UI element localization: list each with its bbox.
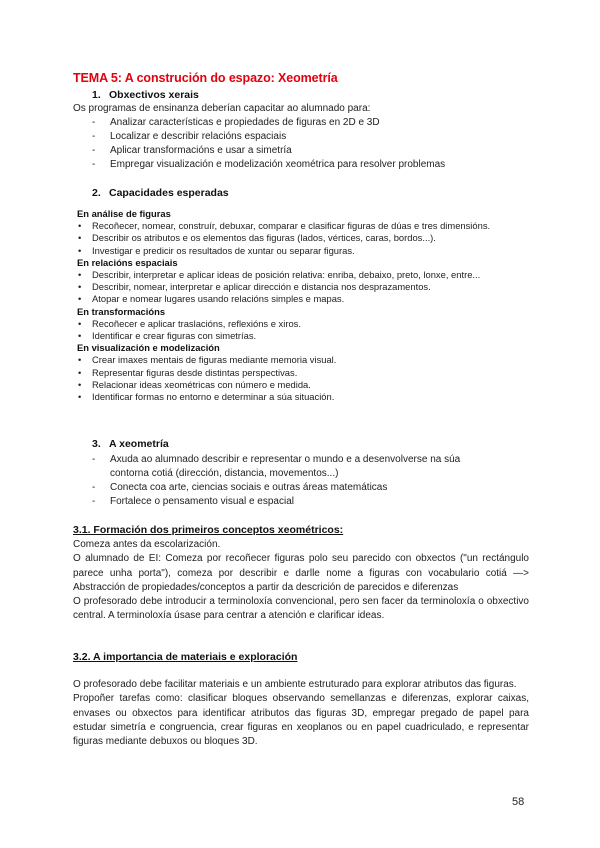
list-item: • Describir, nomear, interpretar e aplicar dirección e distancia nos desprazamentos. (78, 281, 431, 293)
list-item: • Atopar e nomear lugares usando relacións simples e mapas. (78, 293, 345, 305)
section-3-1-heading: 3.1. Formación dos primeiros conceptos xeométricos: (73, 524, 344, 536)
list-item: • Identificar e crear figuras con simetrías. (78, 330, 257, 342)
paragraph: Comeza antes da escolarización. (73, 539, 221, 550)
section-3-1-body (73, 538, 529, 624)
list-item: • Recoñecer e aplicar traslacións, reflexións e xiros. (78, 317, 301, 329)
list-item: • Identificar formas no entorno e determinar a súa situación. (78, 391, 335, 403)
section-3-2-body (73, 678, 529, 749)
paragraph: O profesorado debe introducir a terminoloxía convencional, pero sen facer da terminoloxía o obxectivo central. A terminoloxía úsase para centrar a atención e clarificar ideas. (73, 596, 529, 622)
document-page: TEMA 5: A construción do espazo: Xeometría 1. Obxectivos xerais Os programas de ensinanza deberían capacitar ao alumnado para: - Analizar características e propiedades de figuras en 2D e 3D - Localizar e describir relacións espaciais - Aplicar transformacións e usar a simetría - Empregar visualización e modelización xeométrica para resolver problemas 2. Capacidades esperadas En análise de figuras • Recoñecer, nomear, construír, debuxar, comparar e clasificar figuras de dúas e tres dimensións. • Describir os atributos e os elementos das figuras (lados, vértices, caras, bordos...). • Investigar e predicir os resultados de xuntar ou separar figuras. En relacións espaciais • Describir, interpretar e aplicar ideas de posición relativa: enriba, debaixo, preto, lonxe, entre... • Describir, nomear, interpretar e aplicar dirección e distancia nos desprazamentos. • Atopar e nomear lugares usando relacións simples e mapas. En transformacións • Recoñecer e aplicar traslacións, reflexións e xiros. • Identificar e crear figuras con simetrías. En visualización e modelización • Crear imaxes mentais de figuras mediante memoria visual. • Representar figuras desde distintas perspectivas. • Relacionar ideas xeométricas con número e medida. • Identificar formas no entorno e determinar a súa situación. 3. A xeometría - Axuda ao alumnado describir e representar o mundo e a desenvolverse na súa contorna cotiá (dirección, distancia, movementos...) - Conecta coa arte, ciencias sociais e outras áreas matemáticas - Fortalece o pensamento visual e espacial 3.1. Formación dos primeiros conceptos xeométricos: Comeza antes da escolarización. O alumnado de EI: Comeza por recoñecer figuras polo seu parecido con obxectos ("un rectángulo parece unha porta"), comeza por describir e darlle nome a figuras con vocabulario cotiá —> Abstracción de propiedades/conceptos a partir da descrición de parecidos e diferenzas O profesorado debe introducir a terminoloxía convencional, pero sen facer da terminoloxía o obxectivo central. A terminoloxía úsase para centrar a atención e clarificar ideas. 3.2. A importancia de materiais e exploración O profesorado debe facilitar materiais e un ambiente estruturado para explorar atributos das figuras. Propoñer tarefas como: clasificar bloques observando semellanzas e diferenzas, explorar caixas, envases ou obxectos para identificar atributos das figuras 3D, empregar pregado de papel para estudar simetría e congruencia, crear figuras en xeoplanos ou en papel cuadriculado, e representar figuras mediante debuxos ou bloques 3D. 58 (0, 0, 600, 848)
list-item: • Describir os atributos e os elementos das figuras (lados, vértices, caras, bordos...). (78, 232, 436, 244)
paragraph: O profesorado debe facilitar materiais e un ambiente estruturado para explorar atributos das figuras. (73, 679, 517, 690)
capability-group-title: En relacións espaciais (77, 256, 178, 268)
list-item: • Relacionar ideas xeométricas con número e medida. (78, 378, 311, 390)
capability-group-title: En visualización e modelización (77, 342, 220, 354)
capability-group-title: En transformacións (77, 305, 166, 317)
list-item: • Crear imaxes mentais de figuras mediante memoria visual. (78, 354, 337, 366)
list-item: • Describir, interpretar e aplicar ideas de posición relativa: enriba, debaixo, preto, lonxe, entre... (78, 269, 481, 281)
section-2-heading: 2. Capacidades esperadas (92, 187, 229, 199)
section-1-heading: 1. Obxectivos xerais (92, 89, 199, 101)
list-item: • Investigar e predicir os resultados de xuntar ou separar figuras. (78, 244, 355, 256)
section-3-heading: 3. A xeometría (92, 438, 169, 450)
list-item: • Recoñecer, nomear, construír, debuxar, comparar e clasificar figuras de dúas e tres dimensións. (78, 220, 491, 232)
section-1-intro: Os programas de ensinanza deberían capacitar ao alumnado para: (73, 103, 371, 114)
section-3-2-heading: 3.2. A importancia de materiais e exploración (73, 651, 298, 663)
paragraph: O alumnado de EI: Comeza por recoñecer figuras polo seu parecido con obxectos ("un rectángulo parece unha porta"), comeza por describir e darlle nome a figuras con vocabulario cotiá —> Abstracción de propiedades/conceptos a partir da descrición de parecidos e diferenzas (73, 553, 529, 593)
document-title: TEMA 5: A construción do espazo: Xeometría (73, 71, 338, 85)
capability-group-title: En análise de figuras (77, 208, 171, 219)
capabilities-list (77, 208, 537, 403)
page-number: 58 (512, 796, 525, 808)
list-item: • Representar figuras desde distintas perspectivas. (78, 366, 298, 378)
paragraph: Propoñer tarefas como: clasificar bloques observando semellanzas e diferenzas, explorar caixas, envases ou obxectos para identificar atributos das figuras 3D, empregar pregado de papel para estudar simetría e congruencia, crear figuras en xeoplanos ou en papel cuadriculado, e representar figuras mediante debuxos ou bloques 3D. (73, 693, 529, 748)
